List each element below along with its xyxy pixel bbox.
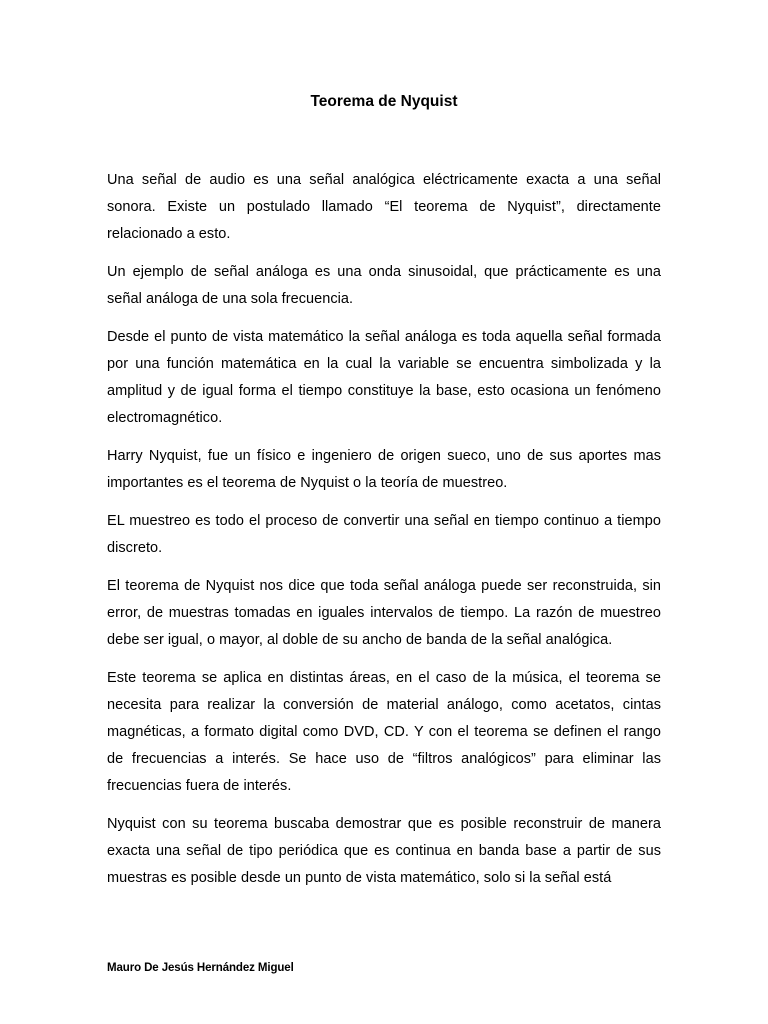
paragraph: Nyquist con su teorema buscaba demostrar que es posible reconstruir de manera exacta una señal de tipo periódica que es continua en banda base a partir de sus muestras es posible desde un punto de vista matemático, solo si la señal está <box>107 816 661 886</box>
paragraph: Una señal de audio es una señal analógica eléctricamente exacta a una señal sonora. Existe un postulado llamado “El teorema de Nyquist”, directamente relacionado a esto. <box>107 172 661 242</box>
paragraph: Desde el punto de vista matemático la señal análoga es toda aquella señal formada por una función matemática en la cual la variable se encuentra simbolizada y la amplitud y de igual forma el tiempo constituye la base, esto ocasiona un fenómeno electromagnético. <box>107 329 661 426</box>
footer-author: Mauro De Jesús Hernández Miguel <box>107 962 294 974</box>
paragraph: El teorema de Nyquist nos dice que toda señal análoga puede ser reconstruida, sin error, de muestras tomadas en iguales intervalos de tiempo. La razón de muestreo debe ser igual, o mayor, al doble de su ancho de banda de la señal analógica. <box>107 578 661 648</box>
document-title: Teorema de Nyquist <box>310 93 458 110</box>
paragraph: Harry Nyquist, fue un físico e ingeniero de origen sueco, uno de sus aportes mas importantes es el teorema de Nyquist o la teoría de muestreo. <box>107 448 661 491</box>
paragraph: Un ejemplo de señal análoga es una onda sinusoidal, que prácticamente es una señal análoga de una sola frecuencia. <box>107 264 661 307</box>
document-body <box>107 167 661 903</box>
paragraph: EL muestreo es todo el proceso de convertir una señal en tiempo continuo a tiempo discreto. <box>107 513 661 556</box>
paragraph: Este teorema se aplica en distintas áreas, en el caso de la música, el teorema se necesita para realizar la conversión de material análogo, como acetatos, cintas magnéticas, a formato digital como DVD, CD. Y con el teorema se definen el rango de frecuencias a interés. Se hace uso de “filtros analógicos” para eliminar las frecuencias fuera de interés. <box>107 670 661 794</box>
